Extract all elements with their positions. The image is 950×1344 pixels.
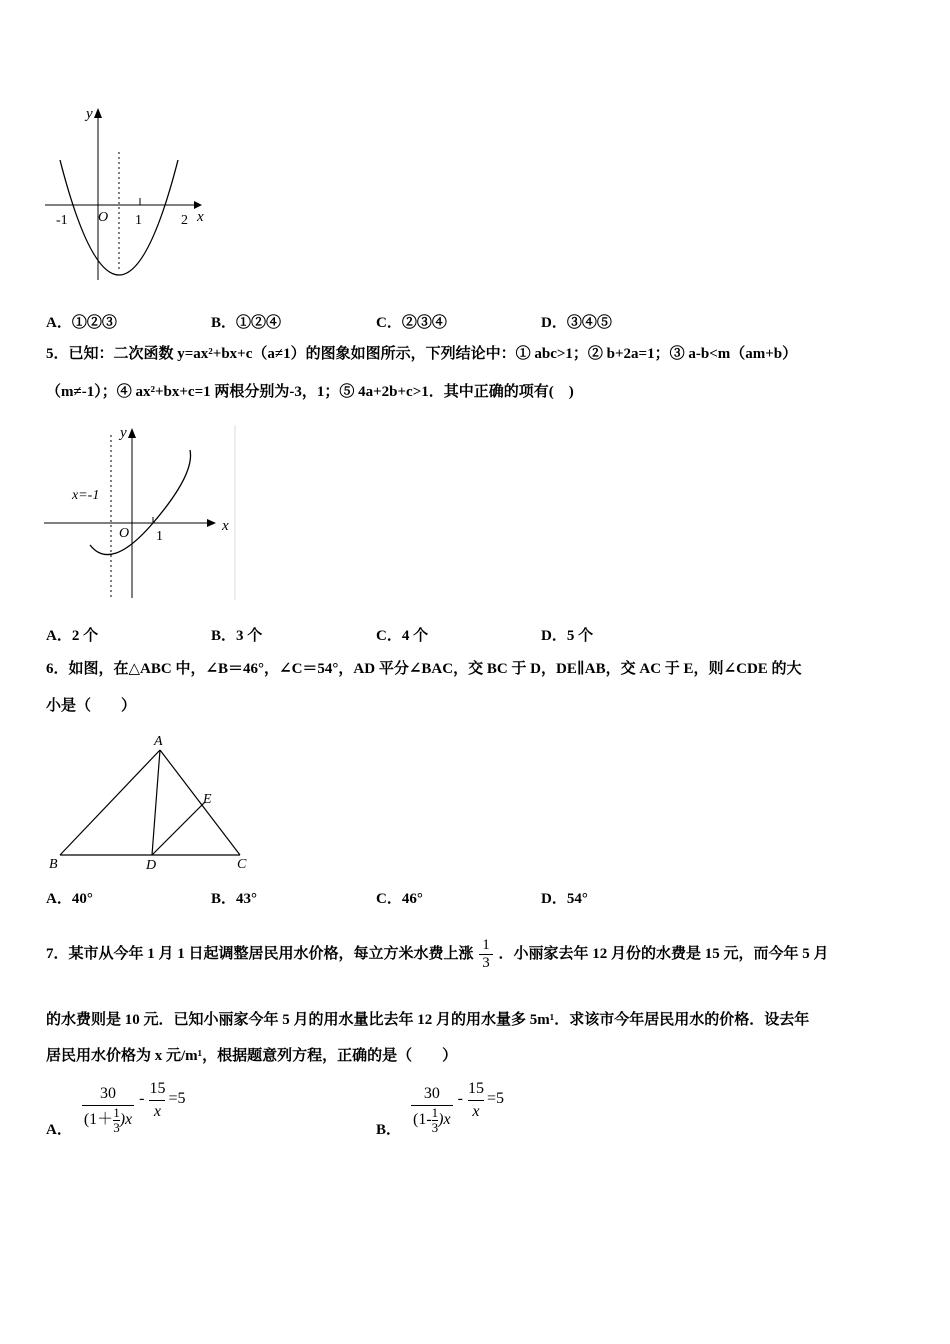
q6-option-a-label: A． [46,891,72,907]
q4-x-arrow [194,201,202,209]
q4-tick-1-label: 1 [135,213,142,228]
q7-stem-line1-pre: 7．某市从今年 1 月 1 日起调整居民用水价格，每立方米水费上涨 [46,946,474,962]
q7-option-b-den-frac-den: 3 [431,1119,439,1135]
q7-option-b-frac1-num: 30 [423,1084,440,1102]
q7-option-a-den-pre: (1＋ [83,1111,114,1128]
q7-option-b-frac2 [468,1078,484,1123]
q5-axis-label: x=-1 [72,488,100,503]
q6-option-c[interactable] [376,887,423,908]
q4-tick-2-label: 2 [181,213,188,228]
q5-parabola-graph [40,420,240,605]
q4-option-d[interactable] [541,311,612,332]
q7-option-b-den-frac-num: 1 [431,1104,439,1120]
q7-stem-line1-post: ．小丽家去年 12 月份的水费是 15 元，而今年 5 月 [498,946,829,962]
q7-option-a-frac2-den: x [153,1103,161,1120]
q5-y-arrow [128,428,136,438]
q7-inline-fraction-num: 1 [482,937,490,954]
q7-option-a-label: A． [46,1122,72,1138]
q7-option-a-frac2-num: 15 [149,1080,166,1097]
q6-label-b: B [49,857,58,872]
q7-option-b-rhs: =5 [486,1090,504,1107]
q6-side-ac [160,750,240,855]
q4-option-b[interactable] [211,311,281,332]
q6-option-b[interactable] [211,887,257,908]
q4-option-c-text: ②③④ [401,315,447,331]
q7-option-a-rhs: =5 [168,1090,186,1107]
q4-option-c-label: C． [376,315,402,331]
q7-inline-fraction [479,937,493,972]
q5-option-b[interactable] [211,624,262,645]
q6-label-d: D [146,858,157,873]
q7-option-b-frac2-den: x [472,1103,480,1120]
q5-tick-1-label: 1 [156,529,163,544]
q4-option-d-label: D． [541,315,567,331]
q5-origin-label: O [119,526,130,541]
q6-label-a: A [154,734,163,749]
q4-option-a[interactable] [46,311,117,332]
q4-y-arrow [94,108,102,118]
q5-stem-line1: 5．已知：二次函数 y=ax²+bx+c（a≠1）的图象如图所示，下列结论中：① abc>1；② b+2a=1；③ a-b<m（am+b） [46,346,798,362]
q5-option-d[interactable] [541,624,593,645]
q5-option-a-text: 2 个 [71,628,99,644]
q4-option-b-label: B． [211,315,237,331]
q5-stem-line2: （m≠-1）；④ ax²+bx+c=1 两根分别为-3，1；⑤ 4a+2b+c>1．其中正确的项有( ) [46,384,574,400]
q6-segment-ad [152,750,160,855]
q4-option-a-label: A． [46,315,72,331]
q6-option-d-label: D． [541,891,567,907]
q5-parabola-curve [90,450,191,555]
q7-option-a[interactable] [46,1078,185,1139]
q7-option-b-frac1 [411,1083,453,1135]
q7-option-b-frac2-num: 15 [467,1080,484,1097]
q6-option-c-label: C． [376,891,402,907]
q7-option-a-den-post: )x [119,1111,133,1128]
q4-origin-label: O [98,210,109,225]
q7-stem-line2: 的水费则是 10 元．已知小丽家今年 5 月的用水量比去年 12 月的用水量多 5m¹．求该市今年居民用水的价格．设去年 [46,1012,810,1028]
q4-parabola-graph [40,100,220,285]
q7-option-b-frac1-den [411,1106,453,1135]
q7-option-b-den-pre: (1- [413,1111,432,1128]
q4-x-label: x [197,209,204,225]
q6-side-ab [60,750,160,855]
q7-inline-fraction-den: 3 [482,955,490,972]
q7-stem-line3: 居民用水价格为 x 元/m¹，根据题意列方程，正确的是（ ） [46,1048,458,1064]
q7-option-a-minus: - [139,1090,145,1107]
q6-stem-line2: 小是（ ） [46,698,137,714]
q5-x-arrow [207,519,216,527]
q7-option-a-frac1 [82,1083,134,1135]
q5-option-a[interactable] [46,624,98,645]
q6-option-d-text: 54° [566,891,588,907]
q6-option-d[interactable] [541,887,588,908]
q6-segment-de [152,802,205,855]
q6-option-b-label: B． [211,891,237,907]
q7-option-a-den-frac-den: 3 [113,1119,120,1135]
q7-option-a-den-frac-num: 1 [113,1104,120,1120]
q7-option-a-frac1-num: 30 [99,1084,116,1102]
q7-option-b-den-post: )x [438,1111,451,1128]
q5-option-b-label: B． [211,628,237,644]
q6-option-b-text: 43° [236,891,258,907]
q5-option-c-label: C． [376,628,402,644]
q6-stem-line1: 6．如图，在△ABC 中，∠B＝46°，∠C＝54°，AD 平分∠BAC，交 BC 于 D，DE∥AB，交 AC 于 E，则∠CDE 的大 [46,661,802,677]
q5-option-a-label: A． [46,628,72,644]
q4-option-c[interactable] [376,311,447,332]
q6-option-a[interactable] [46,887,93,908]
q4-tick-neg1-label: -1 [56,213,68,228]
q4-option-d-text: ③④⑤ [566,315,612,331]
q5-option-c-text: 4 个 [401,628,429,644]
q7-option-b-label: B． [376,1122,402,1138]
q6-triangle-figure [40,730,260,875]
q4-option-a-text: ①②③ [71,315,117,331]
q7-option-b[interactable] [376,1078,504,1139]
q4-y-label: y [86,106,93,122]
q5-option-d-label: D． [541,628,567,644]
q5-option-d-text: 5 个 [566,628,594,644]
q7-option-a-frac1-den [82,1106,134,1135]
q6-option-c-text: 46° [401,891,423,907]
q6-label-c: C [237,857,247,872]
q5-option-c[interactable] [376,624,428,645]
q5-option-b-text: 3 个 [236,628,263,644]
q4-option-b-text: ①②④ [236,315,282,331]
q6-option-a-text: 40° [71,891,93,907]
q7-option-a-frac2 [149,1078,165,1123]
q5-x-label: x [222,518,229,534]
q7-option-b-minus: - [457,1090,463,1107]
q7-stem-line1 [46,925,829,983]
q6-label-e: E [203,792,212,807]
q5-y-label: y [120,425,127,441]
